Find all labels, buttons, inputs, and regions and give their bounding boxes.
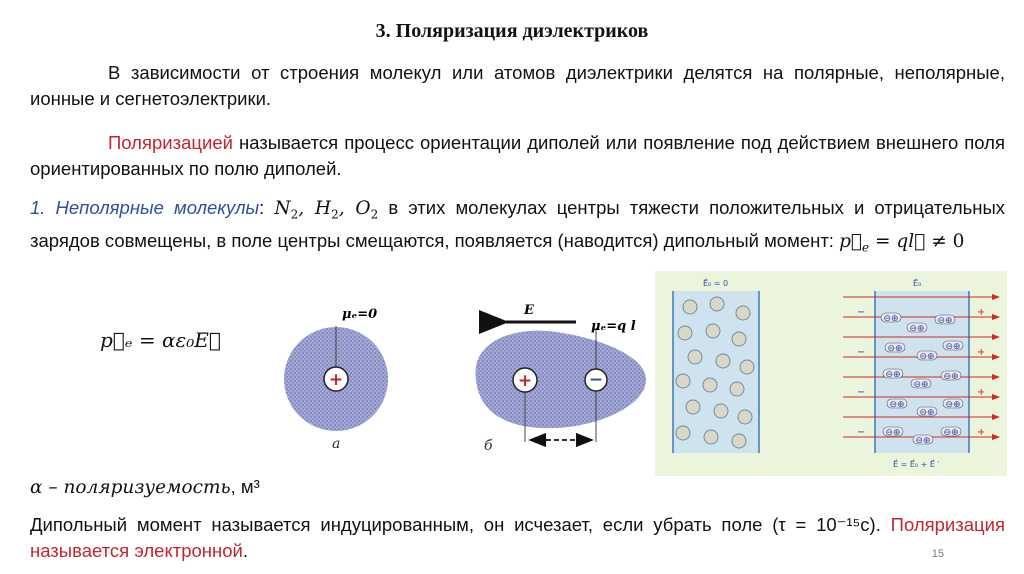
formula-polarization: p⃗ₑ = αε₀E⃗	[100, 328, 221, 352]
electron-cloud-b	[475, 331, 646, 429]
definition-text: называется процесс ориентации диполей или появление под действием внешнего поля ориентированных по полю диполей.	[30, 132, 1005, 179]
header-no-field: E⃗₀ = 0	[703, 279, 729, 288]
molecule-figure	[258, 292, 658, 462]
svg-text:−: −	[857, 427, 866, 438]
svg-text:+: +	[977, 307, 986, 318]
paragraph-induced	[30, 512, 1005, 564]
slide-title: 3. Поляризация диэлектриков	[375, 20, 649, 42]
svg-text:⊖⊕: ⊖⊕	[915, 436, 931, 446]
sentence-end: .	[242, 540, 248, 561]
svg-text:−: −	[857, 387, 866, 398]
field-label-e: E	[524, 303, 534, 318]
svg-text:⊖⊕: ⊖⊕	[885, 428, 901, 438]
svg-text:⊖⊕: ⊖⊕	[885, 370, 901, 380]
svg-text:+: +	[977, 427, 986, 438]
svg-text:⊖⊕: ⊖⊕	[943, 428, 959, 438]
svg-text:⊖⊕: ⊖⊕	[913, 380, 929, 390]
mu-label-a: μₑ=0	[342, 307, 378, 322]
formula-dipole: $p⃗_e$ = ql⃗ ≠ 0	[839, 230, 965, 255]
electronic-polarization: Поляризация называется электронной	[30, 514, 1005, 561]
paragraph-polarizability	[30, 474, 1005, 501]
svg-text:+: +	[977, 347, 986, 358]
svg-text:⊖⊕: ⊖⊕	[887, 344, 903, 354]
formula-molecules: $N_2$, $H_2$, $O_2$	[274, 198, 379, 222]
minus-icon-b: −	[588, 370, 604, 390]
term-polarization: Поляризацией	[108, 132, 233, 153]
alpha-unit: , м³	[230, 476, 260, 497]
svg-text:⊖⊕: ⊖⊕	[943, 372, 959, 382]
svg-text:⊖⊕: ⊖⊕	[919, 408, 935, 418]
paragraph-intro: В зависимости от строения молекул или атомов диэлектрики делятся на полярные, неполярные, ионные и сегнетоэлектрики.	[30, 62, 1005, 109]
svg-text:⊖⊕: ⊖⊕	[889, 400, 905, 410]
nonpolar-text: в этих молекулах центры тяжести положительных и отрицательных зарядов совмещены, в поле центры смещаются, появляется (наводится) дипольный момент:	[30, 197, 1006, 251]
svg-text:⊖⊕: ⊖⊕	[883, 314, 899, 324]
svg-text:+: +	[977, 387, 986, 398]
paragraph-definition	[30, 130, 1005, 182]
svg-text:−: −	[857, 347, 866, 358]
paragraph-nonpolar: 1. Неполярные молекулы: $N_2$, $H_2$, $O_2$ в этих молекулах центры тяжести положительных и отрицательных зарядов совмещены, в поле центры смещаются, появляется (наводится) дипольный момент: $p⃗_e$ = ql⃗ ≠ 0	[30, 197, 1006, 255]
footer-field-sum: E⃗ = E⃗₀ + E⃗ ′	[893, 460, 940, 469]
svg-text:⊖⊕: ⊖⊕	[937, 316, 953, 326]
page-number: 15	[931, 548, 944, 560]
induced-text: Дипольный момент называется индуцированным, он исчезает, если убрать поле (τ = 10⁻¹⁵с).	[30, 514, 881, 535]
svg-text:⊖⊕: ⊖⊕	[945, 342, 961, 352]
header-field: E⃗₀	[913, 279, 922, 288]
plus-icon-b: +	[517, 371, 533, 391]
alpha-label: α – поляризуемость	[30, 477, 231, 498]
svg-text:⊖⊕: ⊖⊕	[919, 352, 935, 362]
svg-text:⊖⊕: ⊖⊕	[945, 400, 961, 410]
mu-label-b: μₑ=q l	[591, 319, 636, 334]
label-b: б	[484, 438, 493, 454]
label-a: а	[332, 436, 341, 452]
dielectric-figure	[655, 271, 1007, 476]
nonpolar-label: 1. Неполярные молекулы	[30, 197, 260, 218]
svg-text:⊖⊕: ⊖⊕	[909, 324, 925, 334]
plus-icon-a: +	[328, 370, 344, 390]
svg-text:−: −	[857, 307, 866, 318]
